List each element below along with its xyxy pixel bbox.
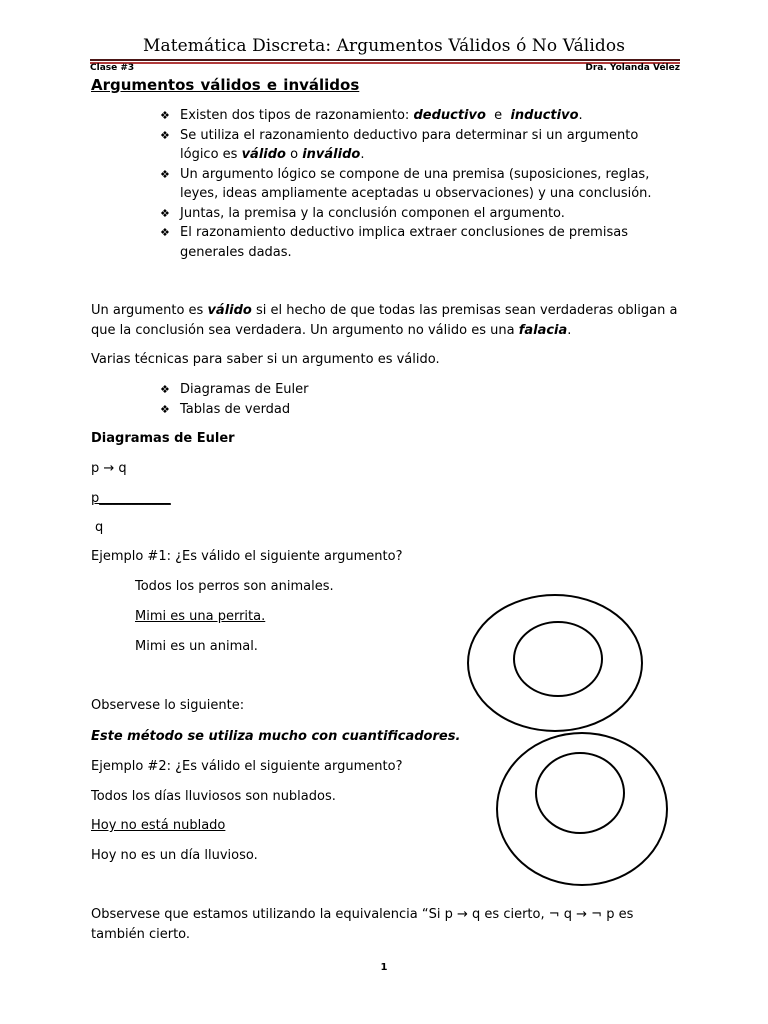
euler-heading: Diagramas de Euler <box>91 431 235 446</box>
section-heading: Argumentos válidos e inválidos <box>91 76 360 94</box>
example-1-line-2: Mimi es una perrita. <box>135 609 266 624</box>
observe-2: Observese que estamos utilizando la equivalencia “Si p → q es cierto, ¬ q → ¬ p es también cierto. <box>91 907 634 942</box>
intro-bullet-list <box>160 106 680 262</box>
list-item: ❖ Existen dos tipos de razonamiento: deductivo e inductivo. <box>160 106 680 126</box>
euler-inner-circle <box>536 753 624 833</box>
example-2-line-1: Todos los días lluviosos son nublados. <box>91 789 336 804</box>
diamond-bullet-icon: ❖ <box>160 403 170 416</box>
techniques-list <box>160 380 560 420</box>
list-item: ❖ Tablas de verdad <box>160 400 560 420</box>
term-valido-def: válido <box>207 303 252 318</box>
term-falacia: falacia <box>518 323 568 338</box>
techniques-intro: Varias técnicas para saber si un argumento es válido. <box>91 352 440 367</box>
list-item: ❖ Juntas, la premisa y la conclusión componen el argumento. <box>160 204 680 224</box>
list-item: ❖ Un argumento lógico se compone de una premisa (suposiciones, reglas, leyes, ideas ampliamente aceptadas u observaciones) y una conclusión. <box>160 166 652 201</box>
definition-paragraph: Un argumento es válido si el hecho de que todas las premisas sean verdaderas obligan a que la conclusión sea verdadera. Un argumento no válido es una falacia. <box>91 303 678 338</box>
term-deductivo: deductivo <box>413 108 486 123</box>
page-number: 1 <box>380 962 388 973</box>
diamond-bullet-icon: ❖ <box>160 226 170 239</box>
observe-1: Observese lo siguiente: <box>91 698 245 713</box>
page-title: Matemática Discreta: Argumentos Válidos ó No Válidos <box>142 36 626 56</box>
header-rule-dark <box>90 59 680 61</box>
euler-inner-circle <box>514 622 602 696</box>
term-invalido: inválido <box>302 147 361 162</box>
euler-premise-2: p___________ <box>91 491 171 506</box>
list-item: ❖ Se utiliza el razonamiento deductivo para determinar si un argumento lógico es válido o inválido. <box>160 127 639 162</box>
diamond-bullet-icon: ❖ <box>160 167 170 181</box>
example-1-title: Ejemplo #1: ¿Es válido el siguiente argumento? <box>91 549 403 564</box>
example-1-line-3: Mimi es un animal. <box>135 639 258 654</box>
term-inductivo: inductivo <box>510 108 579 123</box>
euler-outer-circle <box>468 595 642 731</box>
diamond-bullet-icon: ❖ <box>160 383 170 396</box>
euler-conclusion: q <box>95 520 104 535</box>
list-item: ❖ Diagramas de Euler <box>160 380 560 400</box>
example-2-title: Ejemplo #2: ¿Es válido el siguiente argumento? <box>91 759 403 774</box>
euler-premise-1: p → q <box>91 461 127 476</box>
euler-outer-circle <box>497 733 667 885</box>
euler-diagram-1 <box>465 592 645 734</box>
list-item: ❖ El razonamiento deductivo implica extraer conclusiones de premisas generales dadas. <box>160 225 628 260</box>
term-valido: válido <box>241 147 286 162</box>
example-2-line-2: Hoy no está nublado <box>91 818 226 833</box>
author-label: Dra. Yolanda Vélez <box>585 63 680 73</box>
diamond-bullet-icon: ❖ <box>160 206 170 220</box>
diamond-bullet-icon: ❖ <box>160 109 170 122</box>
example-1-line-1: Todos los perros son animales. <box>135 579 334 594</box>
example-2-line-3: Hoy no es un día lluvioso. <box>91 848 258 863</box>
method-note: Este método se utiliza mucho con cuantificadores. <box>91 729 461 744</box>
euler-diagram-2 <box>494 729 674 889</box>
class-label: Clase #3 <box>90 63 135 73</box>
diamond-bullet-icon: ❖ <box>160 128 170 142</box>
